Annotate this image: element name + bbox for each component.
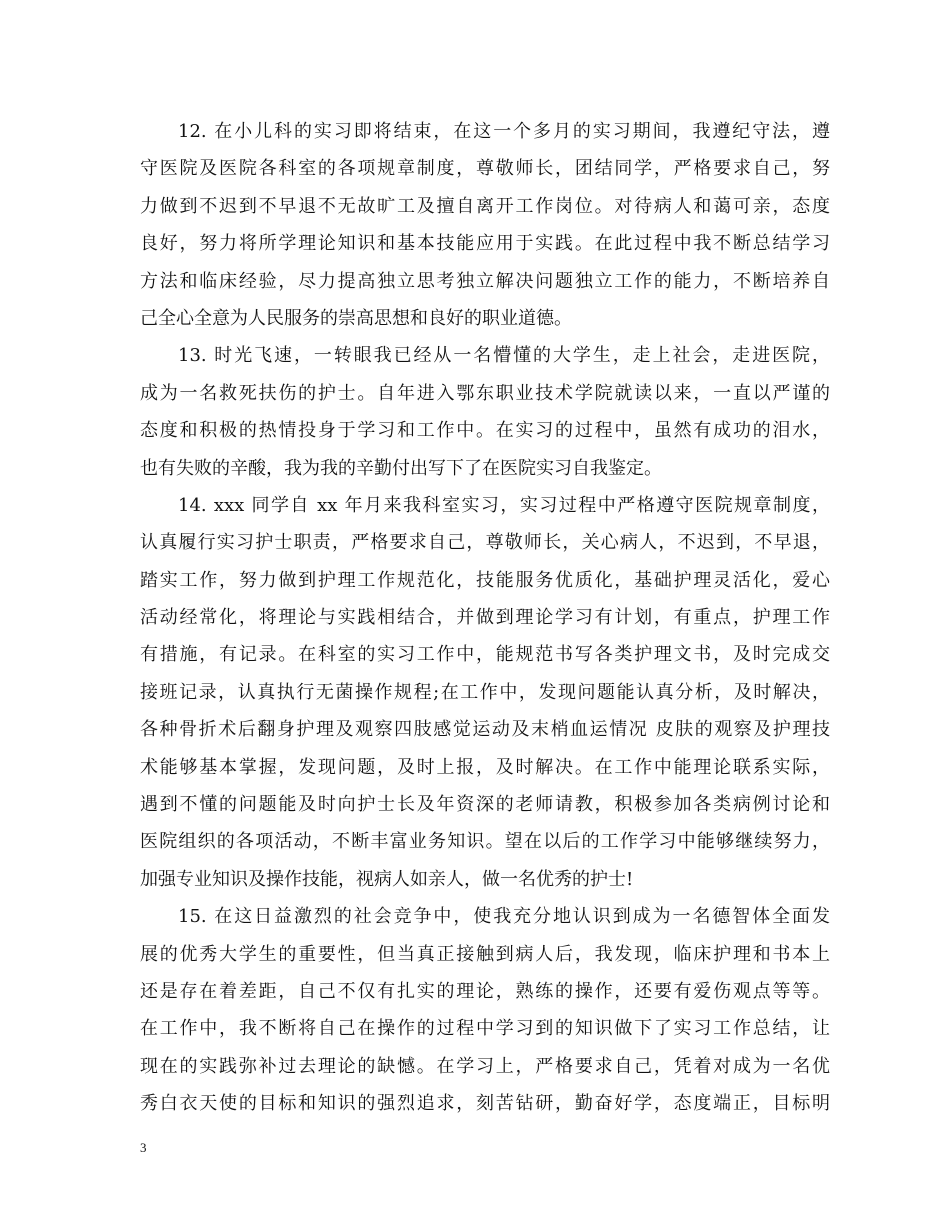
paragraph-15-line-3: 还是存在着差距，自己不仅有扎实的理论，熟练的操作，还要有爱伤观点等等。 — [140, 980, 830, 1002]
paragraph-13-line-4: 也有失败的辛酸，我为我的辛勤付出写下了在医院实习自我鉴定。 — [140, 457, 662, 479]
paragraph-14-line-8: 术能够基本掌握，发现问题，及时上报，及时解决。在工作中能理论联系实际， — [140, 756, 830, 778]
paragraph-12-line-3: 力做到不迟到不早退不无故旷工及擅自离开工作岗位。对待病人和蔼可亲，态度 — [140, 195, 830, 217]
paragraph-13-line-3: 态度和积极的热情投身于学习和工作中。在实习的过程中，虽然有成功的泪水， — [140, 420, 830, 442]
paragraph-13-line-1: 13. 时光飞速，一转眼我已经从一名懵懂的大学生，走上社会，走进医院， — [178, 345, 830, 367]
paragraph-15-line-4: 在工作中，我不断将自己在操作的过程中学习到的知识做下了实习工作总结，让 — [140, 1018, 830, 1040]
page-number: 3 — [140, 1140, 147, 1155]
paragraph-12-line-4: 良好，努力将所学理论知识和基本技能应用于实践。在此过程中我不断总结学习 — [140, 233, 830, 255]
paragraph-14-line-5: 有措施，有记录。在科室的实习工作中，能规范书写各类护理文书，及时完成交 — [140, 644, 830, 666]
paragraph-14-line-6: 接班记录，认真执行无菌操作规程;在工作中，发现问题能认真分析，及时解决， — [140, 681, 830, 703]
paragraph-14-line-4: 活动经常化，将理论与实践相结合，并做到理论学习有计划，有重点，护理工作 — [140, 607, 830, 629]
paragraph-15-line-6: 秀白衣天使的目标和知识的强烈追求，刻苦钻研，勤奋好学，态度端正，目标明 — [140, 1093, 830, 1115]
paragraph-15-line-1: 15. 在这日益激烈的社会竞争中，使我充分地认识到成为一名德智体全面发 — [178, 906, 830, 928]
paragraph-12-line-2: 守医院及医院各科室的各项规章制度，尊敬师长，团结同学，严格要求自己，努 — [140, 158, 830, 180]
paragraph-14-line-7: 各种骨折术后翻身护理及观察四肢感觉运动及末梢血运情况 皮肤的观察及护理技 — [140, 719, 830, 741]
paragraph-12-line-5: 方法和临床经验，尽力提高独立思考独立解决问题独立工作的能力，不断培养自 — [140, 270, 830, 292]
paragraph-15-line-2: 展的优秀大学生的重要性，但当真正接触到病人后，我发现，临床护理和书本上 — [140, 943, 830, 965]
paragraph-14-line-1: 14. xxx 同学自 xx 年月来我科室实习，实习过程中严格遵守医院规章制度， — [178, 494, 830, 516]
paragraph-12-line-6: 己全心全意为人民服务的崇高思想和良好的职业道德。 — [140, 307, 572, 329]
paragraph-14-line-2: 认真履行实习护士职责，严格要求自己，尊敬师长，关心病人，不迟到，不早退， — [140, 532, 830, 554]
paragraph-12-line-1: 12. 在小儿科的实习即将结束，在这一个多月的实习期间，我遵纪守法，遵 — [178, 121, 830, 142]
paragraph-14-line-11: 加强专业知识及操作技能，视病人如亲人，做一名优秀的护士! — [140, 868, 634, 890]
paragraph-14-line-10: 医院组织的各项活动，不断丰富业务知识。望在以后的工作学习中能够继续努力， — [140, 831, 830, 853]
document-body — [140, 113, 830, 1123]
paragraph-13-line-2: 成为一名救死扶伤的护士。自年进入鄂东职业技术学院就读以来，一直以严谨的 — [140, 382, 830, 404]
paragraph-15-line-5: 现在的实践弥补过去理论的缺憾。在学习上，严格要求自己，凭着对成为一名优 — [140, 1055, 830, 1077]
paragraph-14-line-3: 踏实工作，努力做到护理工作规范化，技能服务优质化，基础护理灵活化，爱心 — [140, 569, 830, 591]
paragraph-14-line-9: 遇到不懂的问题能及时向护士长及年资深的老师请教，积极参加各类病例讨论和 — [140, 794, 830, 816]
